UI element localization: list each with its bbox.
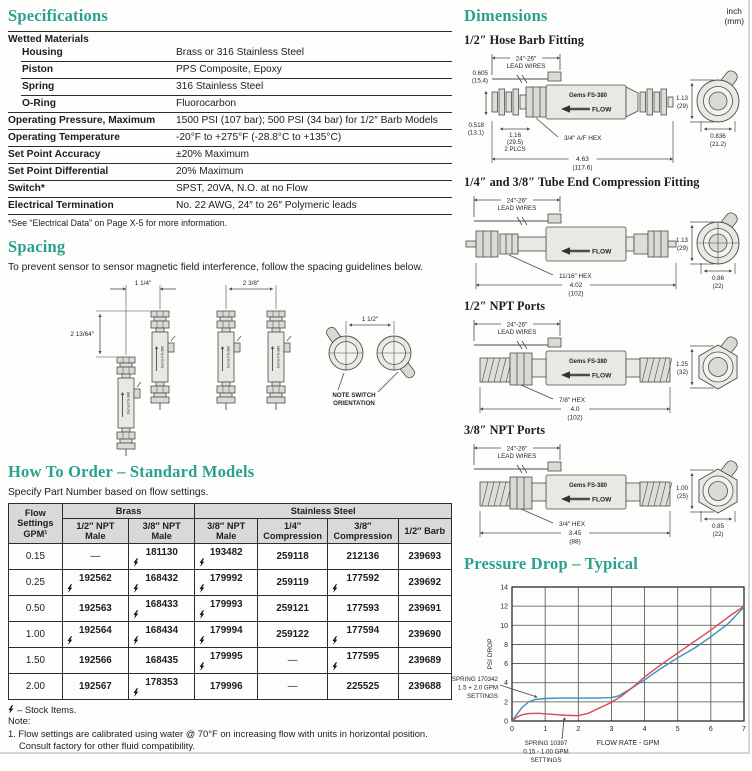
hose-barb-fitting-diagram <box>464 49 752 173</box>
part-number-cell: 212136 <box>328 544 398 570</box>
spec-label: Piston <box>22 64 54 75</box>
stock-item-bolt-icon <box>133 688 139 697</box>
note-label: Note: <box>8 715 31 727</box>
order-table-head <box>9 503 452 544</box>
order-row <box>9 596 452 622</box>
part-number-cell: 179993 <box>195 596 258 622</box>
lead-wire-length-dim: 24″-26″ <box>506 445 528 453</box>
spec-label: Housing <box>22 47 63 58</box>
end-width-dim: 0.85 <box>711 523 725 530</box>
x-tick-label: 7 <box>742 726 746 733</box>
y-tick-label: 12 <box>500 603 508 611</box>
part-number-cell: 259119 <box>258 570 328 596</box>
lead-wires-label: LEAD WIRES <box>497 453 537 460</box>
stock-items-legend-text: – Stock Items. <box>17 704 77 716</box>
overall-length-dim: 4.02 <box>569 282 583 290</box>
part-number-cell: 239688 <box>398 674 452 700</box>
left-column <box>8 6 452 771</box>
flow-setting-cell: 1.50 <box>9 648 63 674</box>
y-tick-label: 0 <box>504 718 508 726</box>
spec-label: Operating Temperature <box>8 132 120 143</box>
note-1-continued: Consult factory for other fluid compatibility. <box>19 739 195 751</box>
note-switch-orientation: NOTE SWITCH <box>332 391 376 399</box>
part-number-cell: 259122 <box>258 622 328 648</box>
stock-item-bolt-icon <box>332 584 338 593</box>
part-number-cell: 177592 <box>328 570 398 596</box>
spec-label: Spring <box>22 81 55 92</box>
flow-setting-cell: 0.15 <box>9 544 63 570</box>
col-header: 1/2″ NPT Male <box>62 518 128 544</box>
barb-length-dim: (29.5) <box>506 139 524 146</box>
x-tick-label: 3 <box>609 726 614 733</box>
end-width-dim: (22) <box>712 283 724 290</box>
order-table <box>8 503 452 701</box>
three-eighth-npt-ports-diagram <box>464 439 752 545</box>
barb-id-dim: (13.1) <box>467 129 484 137</box>
series-170342 <box>512 607 744 721</box>
barb-od-dim: 0.605 <box>472 70 488 77</box>
x-tick-label: 2 <box>576 726 581 733</box>
units-note <box>724 7 744 26</box>
end-height-dim: (32) <box>676 369 688 376</box>
figure-heading-compression: 1/4″ and 3/8″ Tube End Compression Fitting <box>464 175 700 189</box>
end-width-dim: 0.86 <box>711 275 725 282</box>
stock-item-bolt-icon <box>8 705 14 714</box>
spacing-dim-1: 1 1/4″ <box>134 279 152 287</box>
pressure-drop-chart <box>434 579 752 771</box>
units-inch: inch <box>726 6 742 16</box>
lead-wire-length-dim: 24″-26″ <box>506 197 528 205</box>
spec-row <box>8 164 452 180</box>
spec-label: Operating Pressure, Maximum <box>8 115 156 126</box>
part-number-cell: 192562 <box>62 570 128 596</box>
order-row <box>9 674 452 700</box>
col-header: 3/8″ Compression <box>328 518 398 544</box>
end-width-dim: (21.2) <box>709 141 727 148</box>
spec-label: Switch* <box>8 183 45 194</box>
lead-wire-length-dim: 24″-26″ <box>515 55 537 63</box>
part-number-cell: 168434 <box>129 622 195 648</box>
part-number-cell: 239693 <box>398 544 452 570</box>
compression-fitting-diagram <box>464 191 752 297</box>
spacing-dim-2: 2 3/8″ <box>242 279 260 287</box>
barb-od-dim: (15.4) <box>471 77 488 85</box>
device-model-label: Gems FS-380 <box>126 391 131 414</box>
figure-heading-three-eighth-npt: 3/8″ NPT Ports <box>464 423 546 437</box>
lead-wires-label: LEAD WIRES <box>506 63 546 70</box>
y-tick-label: 6 <box>504 661 508 669</box>
specifications-heading: Specifications <box>8 6 108 25</box>
annotation-spring-170342: SETTINGS <box>467 693 498 700</box>
spec-row <box>8 130 452 146</box>
overall-length-dim: (117.6) <box>572 164 593 172</box>
dimensions-heading: Dimensions <box>464 6 548 25</box>
x-tick-label: 6 <box>708 726 713 733</box>
part-number-cell: 177594 <box>328 622 398 648</box>
spec-value: Fluorocarbon <box>176 98 237 109</box>
device-model-label: Gems FS-380 <box>276 345 281 368</box>
stock-item-bolt-icon <box>199 558 205 567</box>
device-model-label: Gems FS-380 <box>160 345 165 368</box>
hex-callout: 3/4″ A/F HEX <box>564 135 602 142</box>
spec-label: O-Ring <box>22 98 56 109</box>
part-number-cell: 179992 <box>195 570 258 596</box>
y-tick-label: 4 <box>504 680 508 688</box>
order-row <box>9 648 452 674</box>
end-height-dim: 1.13 <box>675 95 688 102</box>
spec-value: -20°F to +275°F (-28.8°C to +135°C) <box>176 132 342 143</box>
spec-value: Brass or 316 Stainless Steel <box>176 47 304 58</box>
lead-wire-length-dim: 24″-26″ <box>506 321 528 329</box>
stock-item-bolt-icon <box>199 610 205 619</box>
right-column <box>451 6 750 771</box>
col-header-flow-settings: Flow Settings GPM¹ <box>9 503 63 544</box>
spec-label: Electrical Termination <box>8 200 114 211</box>
specifications-table <box>8 31 452 215</box>
end-height-dim: (29) <box>676 245 688 252</box>
x-tick-label: 0 <box>510 726 514 733</box>
stock-item-bolt-icon <box>133 558 139 567</box>
flow-label: FLOW <box>592 106 612 114</box>
annotation-spring-10397: 0.15 - 1.00 GPM <box>523 748 569 756</box>
col-group-brass: Brass <box>62 503 195 518</box>
spec-label: Set Point Differential <box>8 166 109 177</box>
end-height-dim: 1.13 <box>675 237 688 244</box>
col-group-stainless-steel: Stainless Steel <box>195 503 452 518</box>
flow-setting-cell: 2.00 <box>9 674 63 700</box>
device-model-label: Gems FS-380 <box>568 359 608 365</box>
end-width-dim: (22) <box>712 531 724 538</box>
spec-value <box>176 34 452 45</box>
part-number-cell: 177593 <box>328 596 398 622</box>
flow-setting-cell: 1.00 <box>9 622 63 648</box>
spacing-diagram <box>8 277 448 462</box>
no-part-cell: — <box>258 648 328 674</box>
hex-callout: 7/8″ HEX <box>559 397 586 404</box>
y-tick-label: 8 <box>504 641 508 649</box>
annotation-spring-170342: 1.5 + 2.0 GPM <box>457 684 498 692</box>
overall-length-dim: (102) <box>568 290 584 298</box>
order-row <box>9 570 452 596</box>
spec-value: ±20% Maximum <box>176 149 249 160</box>
x-tick-label: 4 <box>642 726 647 733</box>
overall-length-dim: 4.0 <box>570 406 580 414</box>
y-axis-label: PSI DROP <box>487 638 494 670</box>
part-number-cell: 192563 <box>62 596 128 622</box>
col-header: 1/4″ Compression <box>258 518 328 544</box>
annotation-spring-10397: SPRING 10397 <box>524 740 568 747</box>
barb-length-dim: 1.16 <box>508 132 522 139</box>
end-height-dim: (25) <box>676 493 688 500</box>
part-number-cell: 239691 <box>398 596 452 622</box>
device-model-label: Gems FS-380 <box>568 93 608 99</box>
stock-items-legend <box>8 704 452 715</box>
no-part-cell: — <box>62 544 128 570</box>
y-tick-label: 14 <box>500 584 508 592</box>
stock-item-bolt-icon <box>133 610 139 619</box>
spec-footnote: *See “Electrical Data” on Page X-5 for more information. <box>8 218 228 228</box>
spacing-dim-4: 1 1/2″ <box>361 315 379 323</box>
spec-label: Set Point Accuracy <box>8 149 101 160</box>
overall-length-dim: (88) <box>569 538 581 546</box>
spec-value: SPST, 20VA, N.O. at no Flow <box>176 183 308 194</box>
end-height-dim: 1.00 <box>675 485 688 492</box>
stock-item-bolt-icon <box>332 636 338 645</box>
spec-label: Wetted Materials <box>8 34 89 45</box>
x-axis-label: FLOW RATE - GPM <box>596 740 660 747</box>
figure-heading-half-npt: 1/2″ NPT Ports <box>464 299 546 313</box>
part-number-cell: 192566 <box>62 648 128 674</box>
part-number-cell: 179996 <box>195 674 258 700</box>
stock-item-bolt-icon <box>67 636 73 645</box>
spec-value: 316 Stainless Steel <box>176 81 264 92</box>
stock-item-bolt-icon <box>332 662 338 671</box>
flow-setting-cell: 0.25 <box>9 570 63 596</box>
note-1: 1. Flow settings are calibrated using water @ 70°F on increasing flow with units in horizontal position. <box>8 727 428 739</box>
spec-row <box>8 113 452 129</box>
units-mm: (mm) <box>724 15 744 26</box>
part-number-cell: 179994 <box>195 622 258 648</box>
spec-value: 20% Maximum <box>176 166 244 177</box>
annotation-spring-170342: SPRING 170342 <box>451 676 498 683</box>
lead-wires-label: LEAD WIRES <box>497 205 537 212</box>
y-tick-label: 2 <box>504 699 508 707</box>
lead-wires-label: LEAD WIRES <box>497 329 537 336</box>
how-to-order-heading: How To Order – Standard Models <box>8 461 255 481</box>
part-number-cell: 168435 <box>129 648 195 674</box>
overall-length-dim: (102) <box>567 414 583 422</box>
spec-value: PPS Composite, Epoxy <box>176 64 282 75</box>
order-row <box>9 622 452 648</box>
part-number-cell: 259121 <box>258 596 328 622</box>
device-model-label: Gems FS-380 <box>226 345 231 368</box>
spacing-heading: Spacing <box>8 237 66 256</box>
part-number-cell: 168432 <box>129 570 195 596</box>
end-height-dim: (29) <box>676 103 688 110</box>
flow-setting-cell: 0.50 <box>9 596 63 622</box>
barb-id-dim: 0.518 <box>468 122 484 129</box>
overall-length-dim: 3.45 <box>568 530 582 538</box>
spec-row <box>8 79 452 95</box>
end-width-dim: 0.836 <box>710 133 726 140</box>
spec-row <box>8 181 452 197</box>
part-number-cell: 168433 <box>129 596 195 622</box>
no-part-cell: — <box>258 674 328 700</box>
device-model-label: Gems FS-380 <box>568 483 608 489</box>
part-number-cell: 178353 <box>129 674 195 700</box>
order-intro: Specify Part Number based on flow settings. <box>8 486 209 498</box>
part-number-cell: 179995 <box>195 648 258 674</box>
col-header: 3/8″ NPT Male <box>129 518 195 544</box>
spec-row <box>8 147 452 163</box>
half-npt-ports-diagram <box>464 315 752 421</box>
figure-heading-hose-barb: 1/2″ Hose Barb Fitting <box>464 33 584 47</box>
part-number-cell: 177595 <box>328 648 398 674</box>
barb-length-dim: 2 PLCS <box>504 146 526 153</box>
part-number-cell: 192564 <box>62 622 128 648</box>
part-number-cell: 181130 <box>129 544 195 570</box>
x-tick-label: 1 <box>543 726 548 733</box>
spacing-intro: To prevent sensor to sensor magnetic field interference, follow the spacing guidelines below. <box>8 262 424 273</box>
part-number-cell: 192567 <box>62 674 128 700</box>
y-tick-label: 10 <box>500 622 508 630</box>
order-row <box>9 544 452 570</box>
spacing-dim-3: 2 13/64″ <box>70 330 94 338</box>
stock-item-bolt-icon <box>133 584 139 593</box>
stock-item-bolt-icon <box>199 662 205 671</box>
part-number-cell: 239692 <box>398 570 452 596</box>
order-table-body <box>9 544 452 700</box>
part-number-cell: 239690 <box>398 622 452 648</box>
pressure-drop-heading: Pressure Drop – Typical <box>464 554 639 573</box>
part-number-cell: 225525 <box>328 674 398 700</box>
note-switch-orientation: ORIENTATION <box>333 399 375 407</box>
part-number-cell: 193482 <box>195 544 258 570</box>
spec-value: 1500 PSI (107 bar); 500 PSI (34 bar) for 1/2″ Barb Models <box>176 115 438 126</box>
spec-value: No. 22 AWG, 24″ to 26″ Polymeric leads <box>176 200 357 211</box>
stock-item-bolt-icon <box>199 584 205 593</box>
spec-row <box>8 32 452 45</box>
spec-row <box>8 96 452 112</box>
flow-label: FLOW <box>592 372 612 380</box>
end-height-dim: 1.25 <box>675 361 688 368</box>
stock-item-bolt-icon <box>133 636 139 645</box>
hex-callout: 11/16″ HEX <box>559 273 592 280</box>
x-tick-label: 5 <box>675 726 680 733</box>
spec-row <box>8 198 452 214</box>
hex-callout: 3/4″ HEX <box>559 521 586 528</box>
flow-label: FLOW <box>592 496 612 504</box>
col-header: 1/2″ Barb <box>398 518 452 544</box>
spec-row <box>8 45 452 61</box>
flow-label: FLOW <box>592 248 612 256</box>
part-number-cell: 259118 <box>258 544 328 570</box>
stock-item-bolt-icon <box>67 584 73 593</box>
part-number-cell: 239689 <box>398 648 452 674</box>
spec-row <box>8 62 452 78</box>
annotation-spring-10397: SETTINGS <box>530 757 562 764</box>
stock-item-bolt-icon <box>199 636 205 645</box>
col-header: 3/8″ NPT Male <box>195 518 258 544</box>
overall-length-dim: 4.63 <box>576 156 589 164</box>
